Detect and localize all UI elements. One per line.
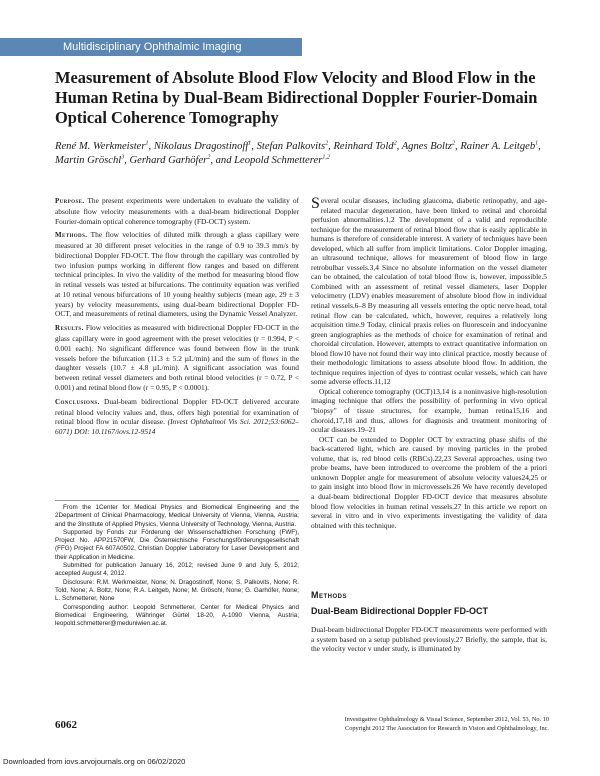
author-affiliation: 2 [393,140,397,147]
article-title: Measurement of Absolute Blood Flow Velocity and Blood Flow in the Human Retina by Dual-Beam Bidirectional Doppler Fourier-Domain Optical Coherence Tomography [55,68,538,127]
abstract-results: Results. Flow velocities as measured with bidirectional Doppler FD-OCT in the glass capillary were in good agreement with the preset velocities (r = 0.994, P < 0.001 each). No significant difference was found between flow in the trunk vessels before the bifurcation (11.3 ± 5.2 µL/min) and the sum of flows in the daughter vessels (10.7 ± 4.8 µL/min). A significant association was found between retinal vessel diameters and both retinal blood velocities (r = 0.72, P < 0.001) and retinal blood flow (r = 0.95, P < 0.0001). [55,323,299,392]
intro-paragraph-1: Several ocular diseases, including glaucoma, diabetic retinopathy, and age-related macular degeneration, have been linked to retinal and choroidal perfusion abnormalities.1,2 The development of a valid and reproducible technique for the measurement of retinal blood flow that is easily applicable in humans is therefore of considerable interest. A variety of techniques have been developed, which all suffer from implicit limitations. Color Doppler imaging, an ultrasound technique, allows for measurement of blood flow in large retrobulbar vessels.3,4 Since no absolute information on the vessel diameter can be obtained, the calculation of total blood flow is, however, impossible.5 Combined with an assessment of retinal vessel diameters, laser Doppler velocimetry (LDV) enables measurement of absolute blood flow in individual retinal vessels.6–8 By measuring all vessels entering the optic nerve head, total retinal flow can be calculated, which, however, requires a relatively long acquisition time.9 Today, clinical praxis relies on fluorescein and indocyanine green angiographies as the methods of choice for examination of retinal and choroidal circulation. However, attempts to extract quantitative information on blood flow10 have not found their way into clinical practice, mostly because of their methodologic limitations to assess absolute blood flow. In addition, the technique requires injection of dyes to contrast ocular vessels, which can have some adverse effects.11,12 [311,195,547,387]
author-affiliation: 3 [121,154,125,161]
purpose-label: Purpose. [55,197,85,205]
methods-paragraph-1: Dual-beam bidirectional Doppler FD-OCT measurements were performed with a system based on a setup published previously.27 Briefly, the sample, that is, the velocity vector v under study, is illuminated by [311,625,547,654]
author-affiliation: 2 [325,140,329,147]
footnote-submitted: Submitted for publication January 16, 2012; revised June 9 and July 5, 2012; accepted August 4, 2012. [55,562,299,578]
copyright-line: Copyright 2012 The Association for Research in Vision and Ophthalmology, Inc. [345,724,549,732]
author-name: René M. Werkmeister [55,141,146,152]
results-label: Results. [55,324,84,333]
footnote-affiliations: From the 1Center for Medical Physics and Biomedical Engineering and the 2Department of Clinical Pharmacology, Medical University of Vienna, Vienna, Austria; and the 3Institute of Applied Physics, Vienna University of Technology, Vienna, Austria. [55,504,299,528]
journal-info [311,716,549,733]
footnote-divider [55,500,299,501]
methods-heading: Methods [311,590,347,600]
introduction [311,196,547,530]
methods-text [311,625,547,654]
abstract [55,196,299,441]
author-name: Nikolaus Dragostinoff [153,141,249,152]
methods-subheading: Dual-Beam Bidirectional Doppler FD-OCT [311,606,489,616]
methods-label: Methods. [55,231,88,240]
author-affiliation: 1,2 [322,154,330,161]
author-name: Reinhard Told [333,141,394,152]
journal-line: Investigative Ophthalmology & Visual Science, September 2012, Vol. 53, No. 10 [344,716,549,723]
footnote-disclosure: Disclosure: R.M. Werkmeister, None; N. Dragostinoff, None; S. Palkovits, None; R. Told, None; A. Boltz, None; R.A. Leitgeb, None; M. Gröschl, None; G. Garhöfer, None; L. Schmetterer, None [55,578,299,603]
page-number: 6062 [55,719,77,731]
author-affiliation: 1 [248,140,252,147]
conclusions-label: Conclusions. [55,397,100,406]
intro-paragraph-3: OCT can be extended to Doppler OCT by extracting phase shifts of the back-scattered light, which are caused by moving particles in the probed volume, that is, red blood cells (RBCs).22,23 Several approaches, using two probe beams, have been introduced to overcome the problem of the a priori unknown Doppler angle for measurement of absolute velocity values24,25 or to gain insight into blood flow in microvessels.26 We have recently developed a dual-beam bidirectional Doppler FD-OCT device that measures absolute blood flow velocities in human retinal vessels.27 In this article we report on several in vitro and in vivo experiments investigating the validity of data obtained with this technique. [311,434,547,530]
author-name: Gerhard Garhöfer [129,155,208,167]
author-name: and Leopold Schmetterer [215,155,323,167]
author-affiliation: 2 [207,154,211,161]
abstract-purpose: Purpose. The present experiments were undertaken to evaluate the validity of absolute flow velocity measurements with a dual-beam bidirectional Doppler Fourier-domain optical coherence tomography (FD-OCT) system. [55,196,299,226]
drop-cap: S [311,195,320,212]
author-name: Agnes Boltz [401,141,453,152]
category-banner: Multidisciplinary Ophthalmic Imaging [0,38,302,56]
author-name: Rainer A. Leitgeb [460,141,536,152]
abstract-methods: Methods. The flow velocities of diluted milk through a glass capillary were measured at 30 different preset velocities in the range of 0.9 to 39.3 mm/s by bidirectional Doppler FD-OCT. The flow through the capillary was controlled by two infusion pumps working in different flow ranges and based on different technical principles. In vivo the validity of the method for measuring blood flow in retinal vessels was tested at bifurcations. The continuity equation was verified at 10 retinal venous bifurcations of 10 young healthy subjects (mean age, 29 ± 3 years) by velocity measurements, using dual-beam bidirectional Doppler FD-OCT, and measurements of retinal diameters, using the Dynamic Vessel Analyzer. [55,230,299,319]
footnotes [55,500,299,628]
author-affiliation: 2 [452,140,456,147]
author-list: René M. Werkmeister$^1$, Nikolaus Dragostinoff$^1$, Stefan Palkovits$^2$, Reinhard Told$^2$, Agnes Boltz$^2$, Rainer A. Leitgeb$^1$, Martin Gröschl$^3$, Gerhard Garhöfer$^2$, and Leopold Schmetterer$^{1,2}$ [55,140,541,167]
author-name: Stefan Palkovits [256,141,326,152]
author-affiliation: 1 [145,140,149,147]
footnote-support: Supported by Fonds zur Förderung der Wissenschaftlichen Forschung (FWF), Project No. APP21570FW, Die Österreichische Forschungsförderungsgesellschaft (FFG) Project FA 607A0502, Christian Doppler Laboratory for Laser Development and their Application in Medicine. [55,528,299,561]
abstract-conclusions: Conclusions. Dual-beam bidirectional Doppler FD-OCT delivered accurate retinal blood velocity values and, thus, offers high potential for examination of retinal blood flow in ocular disease. (Invest Ophthalmol Vis Sci. 2012;53:6062–6071) DOI: 10.1167/iovs.12-9514 [55,396,299,437]
download-note: Downloaded from iovs.arvojournals.org on 06/02/2020 [3,757,186,766]
author-name: Martin Gröschl [55,155,122,167]
author-affiliation: 1 [535,140,539,147]
intro-paragraph-2: Optical coherence tomography (OCT)13,14 is a noninvasive high-resolution imaging technique that offers the possibility of performing in vivo optical "biopsy" of tissue structures, for example, human retina15,16 and choroid,17,18 and thus, allows for diagnosis and treatment monitoring of ocular diseases.19–21 [311,386,547,435]
citation: (Invest Ophthalmol Vis Sci. 2012;53:6062–6071) DOI: 10.1167/iovs.12-9514 [55,417,299,437]
footnote-corresponding: Corresponding author: Leopold Schmetterer, Center for Medical Physics and Biomedical Engineering, Währinger Gürtel 18-20, A-1090 Vienna, Austria; leopold.schmetterer@meduniwien.ac.at. [55,603,299,628]
